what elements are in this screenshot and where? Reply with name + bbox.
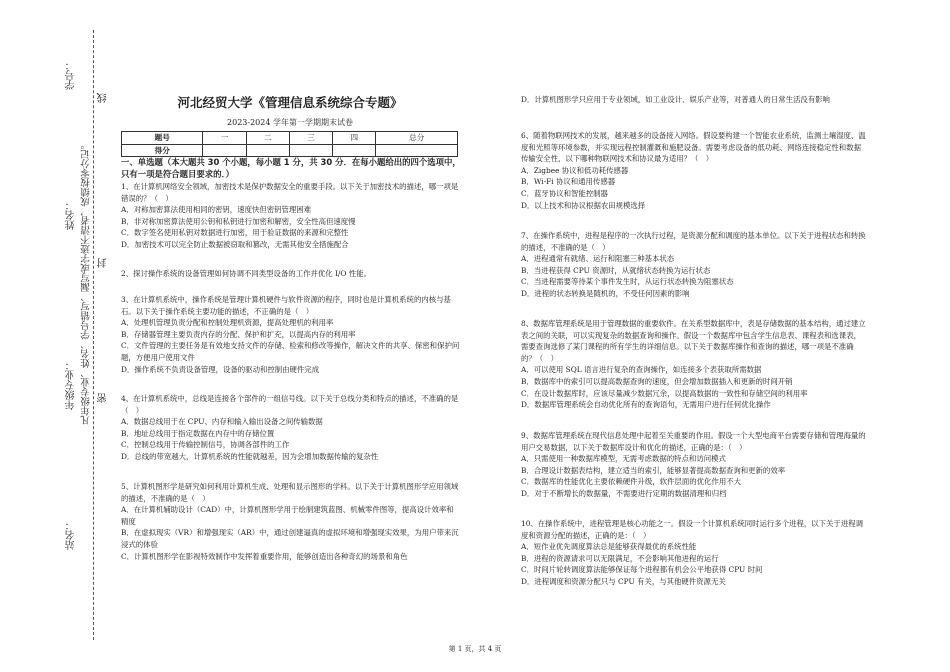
question-option: C．数据库的性能优化主要依赖硬件升级，软件层面的优化作用不大 (521, 477, 741, 487)
question-option: A．进程通常有就绪、运行和阻塞三种基本状态 (521, 254, 675, 264)
question (521, 430, 866, 500)
question-option: A．对称加密算法使用相同的密钥，速度快但密钥管理困难 (121, 205, 312, 215)
score-input-cell (376, 144, 458, 157)
question (121, 268, 461, 280)
question-stem: 4、在计算机系统中，总线是连接各个部件的一组信号线。以下关于总线分类和特点的描述，不准确的是（ ） (121, 394, 459, 415)
exam-subtitle: 2023-2024 学年第一学期期末试卷 (227, 118, 353, 127)
question-option: B．地址总线用于指定数据在内存中的存储位置 (121, 428, 275, 438)
seal-char-feng: 封 (96, 255, 111, 271)
question-option: D．进程调度和资源分配只与 CPU 有关，与其他硬件资源无关 (521, 576, 726, 586)
question-option: D．加密技术可以完全防止数据被窃取和篡改，无需其他安全措施配合 (121, 239, 349, 249)
question (521, 318, 866, 411)
question-option: A．数据总线用于在 CPU、内存和输入输出设备之间传输数据 (121, 417, 323, 427)
score-cell: 题号 (122, 132, 203, 145)
score-input-cell (246, 144, 289, 157)
question-option: D．数据库管理系统会自动优化所有的查询语句，无需用户进行任何优化操作 (521, 400, 771, 410)
score-cell: 四 (333, 132, 376, 145)
question-stem: 10、在操作系统中，进程管理是核心功能之一。假设一个计算机系统同时运行多个进程，以下关于进程调度和资源分配的描述，正确的是：（ ） (521, 519, 863, 540)
score-table-score-row (122, 144, 458, 157)
score-cell: 一 (203, 132, 246, 145)
score-table (121, 131, 458, 157)
question (521, 230, 866, 300)
question-option: A．处理机管理负责分配和控制处理机资源，提高处理机的利用率 (121, 318, 334, 328)
seal-char-xian: 线 (96, 90, 111, 106)
question-option: B．当进程获得 CPU 资源时，从就绪状态转换为运行状态 (521, 265, 711, 275)
page-footer: 第 1 页，共 4 页 (448, 645, 502, 653)
question-option: D．对于不断增长的数据量，不需要进行定期的数据清理和归档 (521, 488, 727, 498)
question-continued (521, 94, 866, 106)
name-label: 姓名： (66, 200, 77, 230)
question-option: D．计算机图形学只应用于专业领域，如工业设计、娱乐产业等，对普通人的日常生活没有影响 (521, 95, 830, 104)
question (121, 181, 461, 251)
question-option: B．进程的资源请求可以无限满足，不会影响其他进程的运行 (521, 553, 719, 563)
question-option: D．操作系统不负责设备管理，设备的驱动和控制由硬件完成 (121, 364, 320, 374)
score-cell: 二 (246, 132, 289, 145)
question-stem: 8、数据库管理系统是用于管理数据的重要软件。在关系型数据库中，表是存储数据的基本结构，通过建立表之间的关联，可以实现复杂的数据查询和操作。假设一个数据库中包含学生信息表、课程表和选课表，需要查询选修了某门课程的所有学生的详细信息。以下关于数据库操作和查询的描述，哪一项是不准确的？（ ） (521, 319, 866, 363)
question-option: B．Wi-Fi 协议和通用传感器 (521, 177, 616, 187)
question-option: C．蓝牙协议和智能控制器 (521, 188, 608, 198)
question (121, 481, 461, 562)
binding-strip (0, 0, 110, 672)
section-title: 一、单选题（本大题共 30 个小题，每小题 1 分，共 30 分．在每小题给出的四个选项中，只有一项是符合题目要求的．） (121, 157, 461, 179)
question (121, 294, 461, 375)
question-option: C．控制总线用于传输控制信号，协调各部件的工作 (121, 440, 290, 450)
question-option: D．以上技术和协议根据农田规模选择 (521, 200, 646, 210)
question-option: B．非对称加密算法使用公钥和私钥进行加密和解密，安全性高但速度慢 (121, 216, 356, 226)
question-option: B．存储器管理主要负责内存的分配、保护和扩充，以提高内存的利用率 (121, 329, 356, 339)
question-option: A．在计算机辅助设计（CAD）中，计算机图形学用于绘制建筑蓝图、机械零件图等，提高设计效率和精度 (121, 505, 454, 526)
question-option: A．短作业优先调度算法总是能够获得最优的系统性能 (521, 542, 697, 552)
question-option: C．时间片轮转调度算法能够保证每个进程都有机会公平地获得 CPU 时间 (521, 565, 763, 575)
question-stem: 9、数据库管理系统在现代信息处理中起着至关重要的作用。假设一个大型电商平台需要存储和管理海量的用户交易数据，以下关于数据库设计和优化的描述，正确的是：（ ） (521, 431, 866, 452)
grade-major-label: 年级专业： (66, 360, 77, 410)
seal-char-mi: 密 (96, 390, 111, 406)
question-stem: 2、探讨操作系统的设备管理如何协调不同类型设备的工作并优化 I/O 性能。 (121, 269, 371, 278)
question-option: C．当进程需要等待某个事件发生时，从运行状态转换为阻塞状态 (521, 277, 734, 287)
score-input-cell (289, 144, 332, 157)
question (521, 130, 866, 211)
question-stem: 3、在计算机系统中，操作系统是管理计算机硬件与软件资源的程序，同时也是计算机系统的内核与基石。以下关于操作系统主要功能的描述，不正确的是（ ） (121, 295, 451, 316)
question (121, 393, 461, 463)
exam-title: 河北经贸大学《管理信息系统综合专题》 (177, 95, 403, 110)
question-option: A．只需使用一种数据库模型，无需考虑数据的特点和访问模式 (521, 454, 726, 464)
institution-label: 站名： (66, 520, 77, 550)
question (521, 518, 866, 588)
notice-text: 凡年级专业、姓名、学号错写、漏写或字迹不清者，成绩按零分记。 (81, 140, 92, 425)
question-option: C．计算机图形学在影视特效制作中发挥着重要作用，能够创造出各种奇幻的场景和角色 (121, 551, 408, 561)
student-id-label: 学号： (66, 60, 77, 90)
question-stem: 7、在操作系统中，进程是程序的一次执行过程，是资源分配和调度的基本单位。以下关于进程状态和转换的描述，不准确的是（ ） (521, 231, 866, 252)
question-option: B．在虚拟现实（VR）和增强现实（AR）中，通过创建逼真的虚拟环境和增强现实效果，为用户带来沉浸式的体验 (121, 528, 459, 549)
score-input-cell (333, 144, 376, 157)
score-input-cell (203, 144, 246, 157)
question-option: D．总线的带宽越大，计算机系统的性能就越差，因为会增加数据传输的复杂性 (121, 451, 379, 461)
question-option: B．数据库中的索引可以提高数据查询的速度，但会增加数据插入和更新的时间开销 (521, 376, 793, 386)
question-option: D．进程的状态转换是随机的，不受任何因素的影响 (521, 288, 690, 298)
score-cell: 得分 (122, 144, 203, 157)
question-option: C．数字签名使用私钥对数据进行加密，用于验证数据的来源和完整性 (121, 228, 349, 238)
question-option: B．合理设计数据表结构，建立适当的索引，能够显著提高数据查询和更新的效率 (521, 465, 786, 475)
question-option: C．文件管理的主要任务是有效地支持文件的存储、检索和修改等操作，解决文件的共享、保密和保护问题，方便用户使用文件 (121, 341, 460, 362)
question-option: A．可以使用 SQL 语言进行复杂的查询操作，如连接多个表获取所需数据 (521, 365, 762, 375)
question-stem: 6、随着物联网技术的发展，越来越多的设备接入网络。假设要构建一个智能农业系统，监测土壤湿度、温度和光照等环境参数，并实现远程控制灌溉和施肥设备。需要考虑设备的低功耗、网络连接稳定性和数据传输安全性，以下哪种物联网技术和协议最为适用？（ ） (521, 131, 866, 164)
score-cell: 总分 (376, 132, 458, 145)
question-option: C．在设计数据库时，应该尽量减少数据冗余，以提高数据的一致性和存储空间的利用率 (521, 388, 808, 398)
question-stem: 5、计算机图形学是研究如何利用计算机生成、处理和显示图形的学科。以下关于计算机图形学应用领域的描述，不准确的是（ ） (121, 482, 459, 503)
question-stem: 1、在计算机网络安全领域，加密技术是保护数据安全的重要手段。以下关于加密技术的描述，哪一项是错误的？（ ） (121, 182, 459, 203)
question-option: A．Zigbee 协议和低功耗传感器 (521, 165, 629, 175)
score-cell: 三 (289, 132, 332, 145)
score-table-header-row (122, 132, 458, 145)
